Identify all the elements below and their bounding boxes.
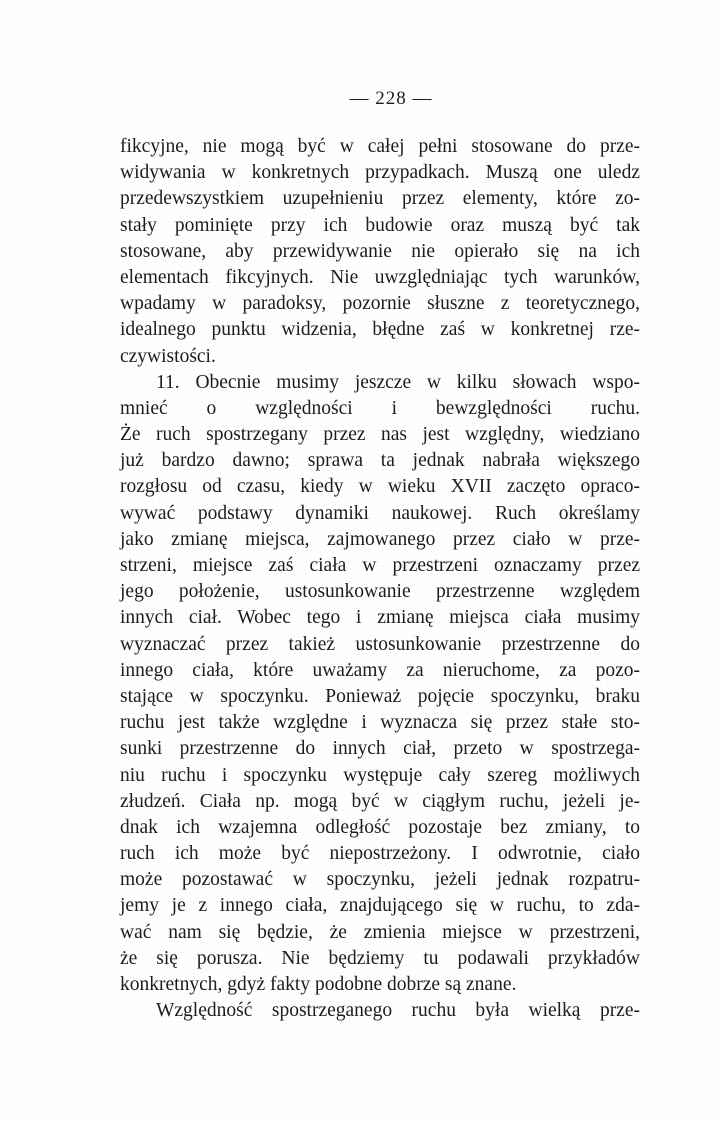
text-line: przedewszystkiem uzupełnieniu przez elementy, które zo- bbox=[120, 188, 640, 210]
text-line: innych ciał. Wobec tego i zmianę miejsca ciała musimy bbox=[120, 607, 640, 629]
text-line: wpadamy w paradoksy, pozornie słuszne z teoretycznego, bbox=[120, 293, 640, 315]
text-line: elementach fikcyjnych. Nie uwzględniając tych warunków, bbox=[120, 266, 640, 288]
text-line: wać nam się będzie, że zmienia miejsce w przestrzeni, bbox=[120, 921, 640, 943]
text-line: jego położenie, ustosunkowanie przestrzenne względem bbox=[120, 581, 640, 603]
text-line: stosowane, aby przewidywanie nie opierało się na ich bbox=[120, 240, 640, 262]
text-line: dnak ich wzajemna odległość pozostaje bez zmiany, to bbox=[120, 816, 640, 838]
text-line: sunki przestrzenne do innych ciał, przeto w spostrzega- bbox=[120, 738, 640, 760]
text-line: ruchu jest także względne i wyznacza się przez stałe sto- bbox=[120, 712, 640, 734]
text-line: może pozostawać w spoczynku, jeżeli jednak rozpatru- bbox=[120, 869, 640, 891]
page-number: — 228 — bbox=[349, 88, 433, 109]
text-line: idealnego punktu widzenia, błędne zaś w konkretnej rze- bbox=[120, 319, 640, 341]
text-line: czywistości. bbox=[120, 345, 216, 367]
text-line: już bardzo dawno; sprawa ta jednak nabrała większego bbox=[120, 450, 640, 472]
text-line: stające w spoczynku. Ponieważ pojęcie spoczynku, braku bbox=[120, 685, 640, 707]
text-line: widywania w konkretnych przypadkach. Muszą one uledz bbox=[120, 162, 640, 184]
text-line: mnieć o względności i bewzględności ruchu. bbox=[120, 397, 640, 419]
text-line: jemy je z innego ciała, znajdującego się w ruchu, to zda- bbox=[120, 895, 640, 917]
section-start-line: 11. Obecnie musimy jeszcze w kilku słowach wspo- bbox=[156, 371, 640, 393]
paragraph-start-line: Względność spostrzeganego ruchu była wielką prze- bbox=[156, 1000, 640, 1022]
text-line: wyznaczać przez takież ustosunkowanie przestrzenne do bbox=[120, 633, 640, 655]
body-text bbox=[120, 134, 640, 1024]
text-line: strzeni, miejsce zaś ciała w przestrzeni oznaczamy przez bbox=[120, 555, 640, 576]
text-line: innego ciała, które uważamy za nieruchome, za pozo- bbox=[120, 659, 640, 681]
text-line: jako zmianę miejsca, zajmowanego przez ciało w prze- bbox=[120, 528, 640, 550]
text-line: złudzeń. Ciała np. mogą być w ciągłym ruchu, jeżeli je- bbox=[120, 790, 640, 812]
text-line: rozgłosu od czasu, kiedy w wieku XVII zaczęto opraco- bbox=[120, 476, 640, 498]
book-page bbox=[120, 88, 640, 1024]
text-line: Że ruch spostrzegany przez nas jest względny, wiedziano bbox=[120, 424, 640, 446]
text-line: fikcyjne, nie mogą być w całej pełni stosowane do prze- bbox=[120, 136, 640, 157]
text-line: wywać podstawy dynamiki naukowej. Ruch określamy bbox=[120, 502, 640, 524]
text-line: niu ruchu i spoczynku występuje cały szereg możliwych bbox=[120, 764, 640, 786]
text-line: stały pominięte przy ich budowie oraz muszą być tak bbox=[120, 214, 640, 236]
text-line: ruch ich może być niepostrzeżony. I odwrotnie, ciało bbox=[120, 843, 640, 865]
text-line: że się porusza. Nie będziemy tu podawali przykładów bbox=[120, 947, 640, 969]
text-line: konkretnych, gdyż fakty podobne dobrze są znane. bbox=[120, 974, 517, 995]
